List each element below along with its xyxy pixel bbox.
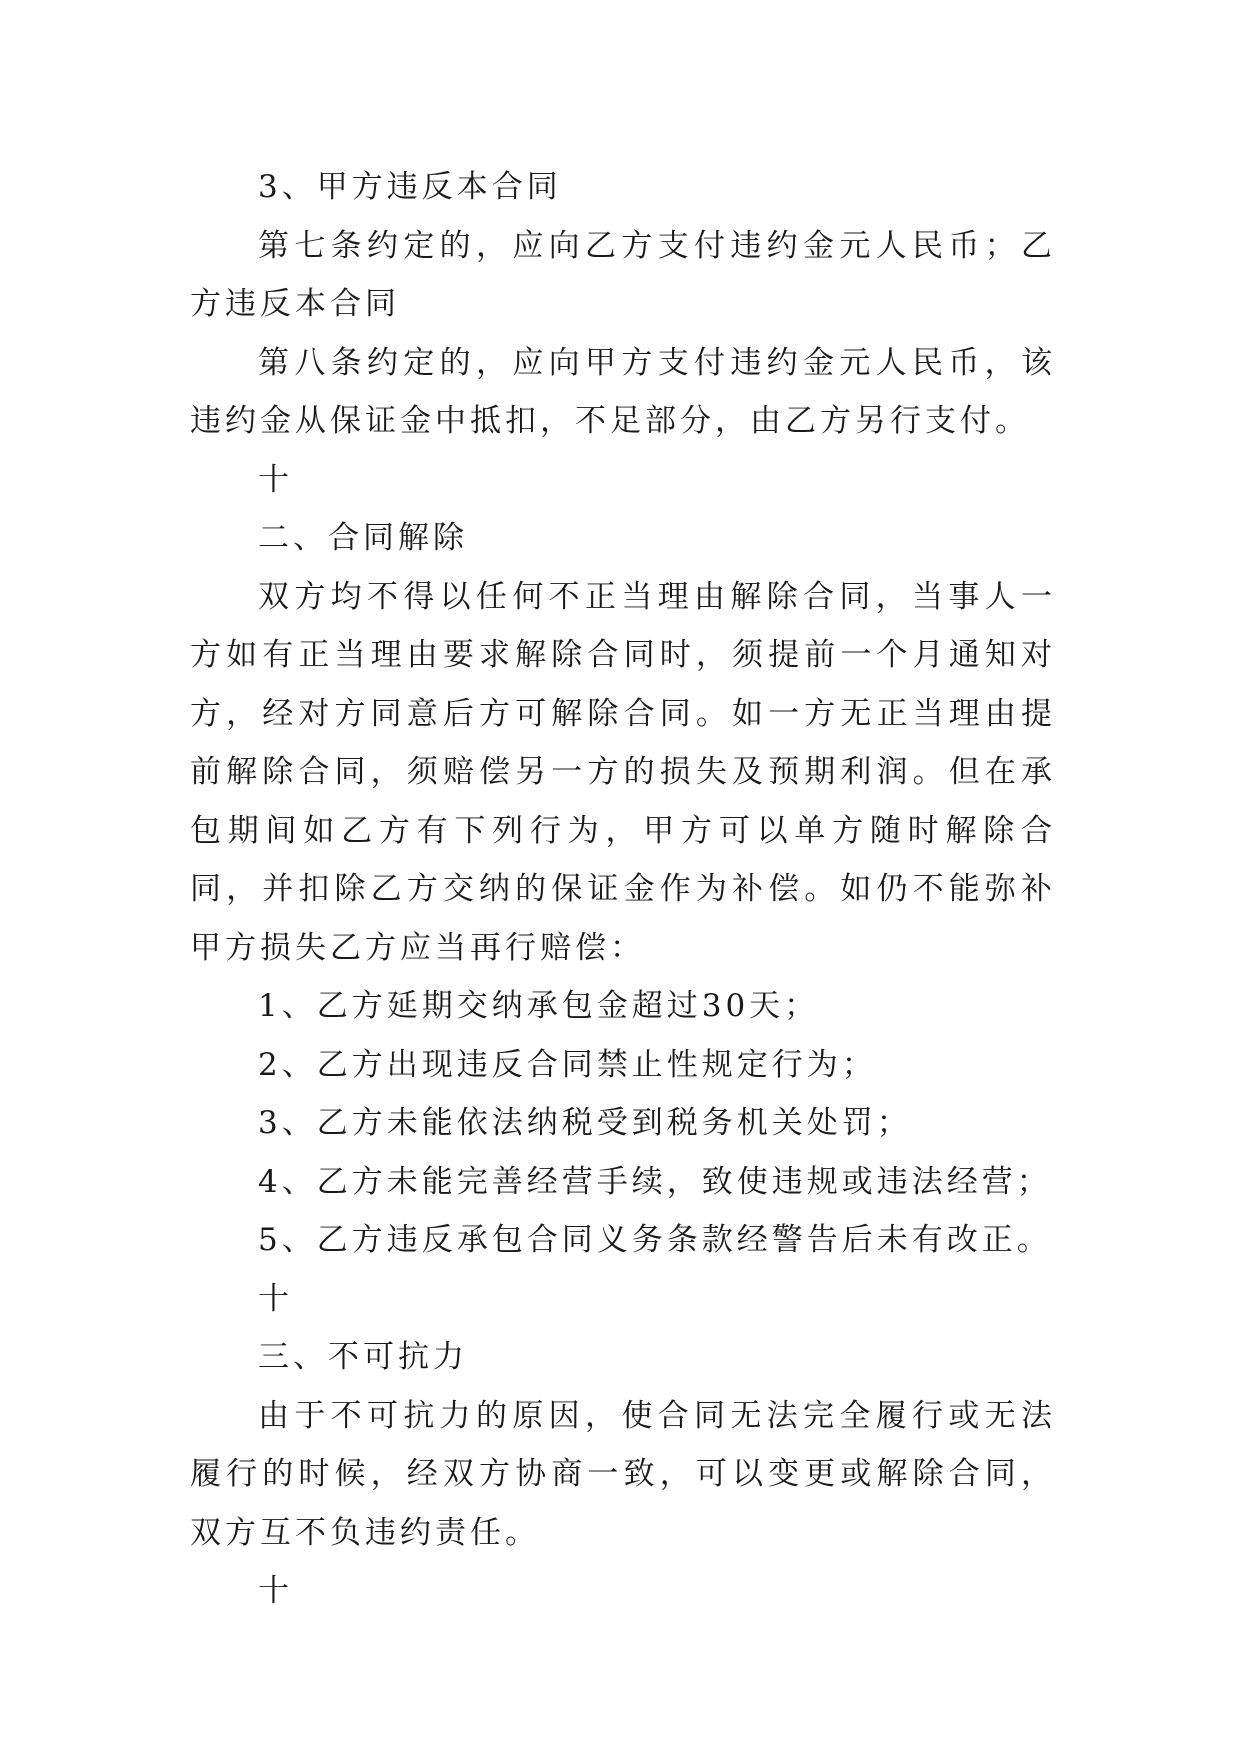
paragraph-article-7: 第七条约定的，应向乙方支付违约金元人民币；乙方违反本合同 <box>190 227 1056 322</box>
section-heading-force-majeure: 三、不可抗力 <box>258 1339 468 1375</box>
section-number: 十 <box>258 1280 293 1317</box>
list-item-5: 5、乙方违反承包合同义务条款经警告后未有改正。 <box>258 1222 1052 1258</box>
paragraph-termination: 双方均不得以任何不正当理由解除合同，当事人一方如有正当理由要求解除合同时，须提前一个月通知对方，经对方同意后方可解除合同。如一方无正当理由提前解除合同，须赔偿另一方的损失及预期利润。但在承包期间如乙方有下列行为，甲方可以单方随时解除合同，并扣除乙方交纳的保证金作为补偿。如仍不能弥补甲方损失乙方应当再行赔偿： <box>190 578 1056 966</box>
list-item-2: 2、乙方出现违反合同禁止性规定行为； <box>258 1046 877 1083</box>
list-item-3: 3、乙方未能依法纳税受到税务机关处罚； <box>258 1105 912 1141</box>
section-number: 十 <box>258 1573 293 1609</box>
paragraph-article-8: 第八条约定的，应向甲方支付违约金元人民币，该违约金从保证金中抵扣，不足部分，由乙方另行支付。 <box>190 344 1056 439</box>
paragraph-clause-3-heading: 3、甲方违反本合同 <box>258 169 562 205</box>
list-item-1: 1、乙方延期交纳承包金超过30天； <box>258 988 820 1024</box>
document-body <box>190 158 1056 1621</box>
section-number: 十 <box>258 461 293 498</box>
paragraph-force-majeure: 由于不可抗力的原因，使合同无法完全履行或无法履行的时候，经双方协商一致，可以变更或解除合同，双方互不负违约责任。 <box>190 1397 1056 1551</box>
list-item-4: 4、乙方未能完善经营手续，致使违规或违法经营； <box>258 1163 1052 1200</box>
section-heading-termination: 二、合同解除 <box>258 520 468 556</box>
